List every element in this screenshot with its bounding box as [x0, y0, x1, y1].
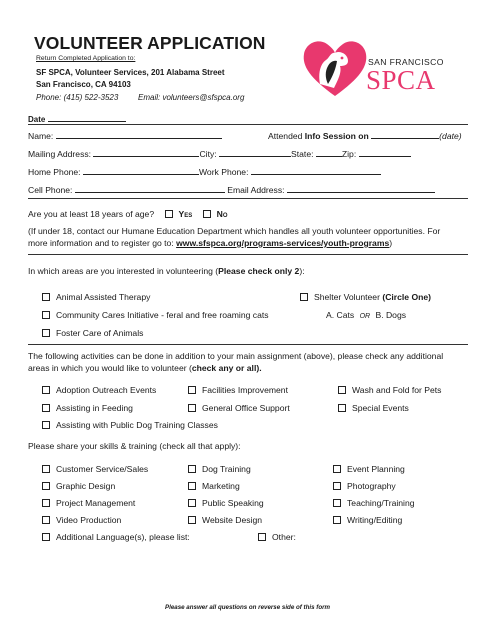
- return-label: Return Completed Application to:: [36, 55, 136, 62]
- org-city: San Francisco, CA 94103: [36, 80, 131, 89]
- checkbox[interactable]: [188, 404, 196, 412]
- phone-field: [28, 165, 381, 177]
- option-shelter-volunteer[interactable]: [300, 292, 431, 302]
- checkbox[interactable]: [188, 516, 196, 524]
- date-label: Date: [28, 115, 46, 124]
- checkbox[interactable]: [42, 533, 50, 541]
- circle-one-label: (Circle One): [382, 292, 432, 302]
- areas-question-text: In which areas are you interested in volunteering (: [28, 266, 219, 276]
- checkbox[interactable]: [42, 499, 50, 507]
- checkbox[interactable]: [42, 516, 50, 524]
- no-label: No: [216, 209, 228, 219]
- info-session-field: [268, 129, 462, 141]
- skill-website-design[interactable]: [188, 515, 262, 525]
- checkbox[interactable]: [42, 465, 50, 473]
- date-hint: (date): [439, 131, 462, 141]
- youth-programs-link[interactable]: www.sfspca.org/programs-services/youth-programs: [176, 238, 390, 248]
- cell-phone-input-line[interactable]: [75, 183, 225, 193]
- option-label: Animal Assisted Therapy: [56, 292, 151, 302]
- skill-public-speaking[interactable]: [188, 498, 264, 508]
- checkbox[interactable]: [42, 404, 50, 412]
- option-label: Additional Language(s), please list:: [56, 532, 190, 542]
- age-note-end: ): [389, 238, 393, 248]
- option-label: Public Speaking: [202, 498, 264, 508]
- option-label: Video Production: [56, 515, 122, 525]
- cell-phone-label: Cell Phone:: [28, 185, 73, 195]
- checkbox[interactable]: [300, 293, 308, 301]
- additional-text-line2: [28, 363, 262, 373]
- option-label: Foster Care of Animals: [56, 328, 144, 338]
- org-phone: Phone: (415) 522-3523: [36, 93, 119, 102]
- info-session-input-line[interactable]: [371, 129, 439, 139]
- skill-video-production[interactable]: [42, 515, 121, 525]
- logo-city-text: SAN FRANCISCO: [368, 57, 444, 67]
- date-input-line[interactable]: [48, 112, 126, 122]
- checkbox[interactable]: [42, 329, 50, 337]
- option-label: Website Design: [202, 515, 263, 525]
- checkbox[interactable]: [42, 482, 50, 490]
- mailing-label: Mailing Address:: [28, 149, 92, 159]
- skill-dog-training[interactable]: [188, 464, 251, 474]
- checkbox[interactable]: [42, 311, 50, 319]
- dogs-option[interactable]: B. Dogs: [375, 310, 407, 320]
- skill-writing-editing[interactable]: [333, 515, 402, 525]
- additional-text: areas in which you would like to volunteer (: [28, 363, 192, 373]
- areas-question: [28, 266, 305, 276]
- option-label: Graphic Design: [56, 481, 116, 491]
- additional-text-bold: check any or all).: [191, 363, 262, 373]
- mailing-input-line[interactable]: [93, 147, 199, 157]
- option-label: Dog Training: [202, 464, 251, 474]
- date-field: [28, 112, 126, 124]
- page-title: VOLUNTEER APPLICATION: [34, 33, 266, 53]
- age-question-label: Are you at least 18 years of age?: [28, 209, 155, 219]
- option-label: Photography: [347, 481, 396, 491]
- age-note-text: more information and to register go to:: [28, 238, 177, 248]
- skill-customer-service[interactable]: [42, 464, 148, 474]
- yes-checkbox[interactable]: [165, 210, 173, 218]
- attended-label: Attended: [268, 131, 305, 141]
- cell-email-field: [28, 183, 435, 195]
- checkbox[interactable]: [188, 465, 196, 473]
- checkbox[interactable]: [258, 533, 266, 541]
- checkbox[interactable]: [333, 516, 341, 524]
- checkbox[interactable]: [338, 404, 346, 412]
- name-field: [28, 129, 222, 141]
- section-divider-3: [28, 344, 468, 345]
- state-input-line[interactable]: [316, 147, 342, 157]
- option-community-cats[interactable]: [42, 310, 269, 320]
- option-adoption-outreach[interactable]: [42, 385, 156, 395]
- checkbox[interactable]: [333, 482, 341, 490]
- option-label: Adoption Outreach Events: [56, 385, 157, 395]
- age-note-line1: (If under 18, contact our Humane Education Department which handles all youth volunteer opportunities. For: [28, 226, 441, 236]
- checkbox[interactable]: [338, 386, 346, 394]
- skill-other[interactable]: [258, 532, 296, 542]
- option-wash-fold[interactable]: [338, 385, 441, 395]
- option-animal-assisted[interactable]: [42, 292, 150, 302]
- age-yes-option[interactable]: [165, 209, 193, 219]
- org-email: Email: volunteers@sfspca.org: [138, 93, 245, 102]
- option-label: Other:: [272, 532, 296, 542]
- section-divider-2: [28, 254, 468, 255]
- option-label: Customer Service/Sales: [56, 464, 149, 474]
- option-special-events[interactable]: [338, 403, 409, 413]
- skill-graphic-design[interactable]: [42, 481, 115, 491]
- home-phone-label: Home Phone:: [28, 167, 81, 177]
- areas-question-bold: Please check only 2: [218, 266, 300, 276]
- option-label: Marketing: [202, 481, 240, 491]
- name-input-line[interactable]: [56, 129, 222, 139]
- email-input-line[interactable]: [287, 183, 435, 193]
- checkbox[interactable]: [333, 499, 341, 507]
- org-address: SF SPCA, Volunteer Services, 201 Alabama Street: [36, 68, 225, 77]
- option-label: Community Cares Initiative - feral and free roaming cats: [56, 310, 269, 320]
- city-label: City:: [199, 149, 217, 159]
- logo-spca-text: SPCA: [366, 65, 436, 95]
- city-input-line[interactable]: [219, 147, 291, 157]
- option-label: Wash and Fold for Pets: [352, 385, 442, 395]
- work-phone-label: Work Phone:: [198, 167, 249, 177]
- areas-question-end: ):: [299, 266, 305, 276]
- name-label: Name:: [28, 131, 54, 141]
- option-label: Assisting with Public Dog Training Classes: [56, 420, 218, 430]
- skill-event-planning[interactable]: [333, 464, 405, 474]
- zip-input-line[interactable]: [359, 147, 411, 157]
- or-label: OR: [359, 313, 371, 320]
- skill-project-management[interactable]: [42, 498, 135, 508]
- checkbox[interactable]: [188, 482, 196, 490]
- section-divider-1: [28, 198, 468, 199]
- heart-logo-icon: [300, 38, 370, 100]
- header-divider: [28, 124, 468, 125]
- option-feeding[interactable]: [42, 403, 133, 413]
- checkbox[interactable]: [188, 499, 196, 507]
- skill-teaching[interactable]: [333, 498, 415, 508]
- cats-option[interactable]: A. Cats: [326, 310, 355, 320]
- age-question: [28, 209, 228, 219]
- age-no-option[interactable]: [203, 209, 228, 219]
- option-label: Facilities Improvement: [202, 385, 288, 395]
- checkbox[interactable]: [333, 465, 341, 473]
- age-note-line2: [28, 238, 392, 248]
- option-office-support[interactable]: [188, 403, 290, 413]
- sfspca-logo: [300, 38, 370, 102]
- work-phone-input-line[interactable]: [251, 165, 381, 175]
- no-checkbox[interactable]: [203, 210, 211, 218]
- footer-note: Please answer all questions on reverse side of this form: [164, 604, 331, 611]
- info-session-label: Info Session on: [304, 131, 369, 141]
- skill-additional-languages[interactable]: [42, 532, 190, 542]
- option-dog-training-classes[interactable]: [42, 420, 218, 430]
- state-label: State:: [291, 149, 314, 159]
- yes-label: Yes: [178, 209, 193, 219]
- skills-question: Please share your skills & training (check all that apply):: [28, 441, 241, 451]
- checkbox[interactable]: [42, 421, 50, 429]
- option-label: Writing/Editing: [347, 515, 403, 525]
- skill-marketing[interactable]: [188, 481, 240, 491]
- mailing-field: [28, 147, 411, 159]
- checkbox[interactable]: [42, 386, 50, 394]
- option-label: Assisting in Feeding: [56, 403, 133, 413]
- skill-photography[interactable]: [333, 481, 396, 491]
- option-label: Project Management: [56, 498, 136, 508]
- additional-text-line1: The following activities can be done in addition to your main assignment (above), please check any additional: [28, 351, 444, 361]
- zip-label: Zip:: [341, 149, 357, 159]
- checkbox[interactable]: [42, 293, 50, 301]
- option-label: Event Planning: [347, 464, 405, 474]
- option-label: General Office Support: [202, 403, 290, 413]
- cats-dogs-choice: [326, 310, 406, 320]
- home-phone-input-line[interactable]: [83, 165, 199, 175]
- checkbox[interactable]: [188, 386, 196, 394]
- option-label: Special Events: [352, 403, 409, 413]
- email-label: Email Address:: [227, 185, 285, 195]
- option-foster-care[interactable]: [42, 328, 143, 338]
- option-facilities[interactable]: [188, 385, 288, 395]
- option-label: Teaching/Training: [347, 498, 415, 508]
- option-label: Shelter Volunteer: [314, 292, 383, 302]
